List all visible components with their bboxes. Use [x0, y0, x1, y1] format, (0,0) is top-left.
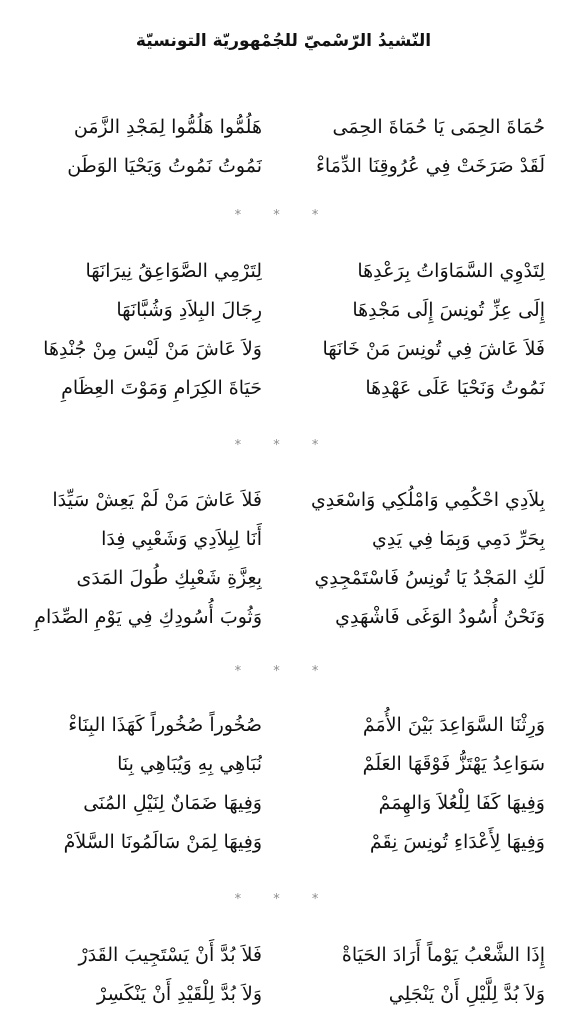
verse-row: [0, 936, 567, 975]
verse-first-hemistich: لِتَدْوِي السَّمَاوَاتُ بِرَعْدِهَا: [357, 260, 545, 282]
verse-row: [0, 481, 567, 520]
verse-row: [0, 784, 567, 823]
verse-second-hemistich: نَمُوتُ نَمُوتُ وَيَحْيَا الوَطَن: [67, 155, 262, 177]
verse-first-hemistich: حُمَاةَ الحِمَى يَا حُمَاةَ الحِمَى: [332, 116, 545, 138]
verse-second-hemistich: رِجَالَ البِلاَدِ وَشُبَّانَهَا: [116, 299, 262, 321]
verse-first-hemistich: لَقَدْ صَرَخَتْ فِي عُرُوقِنَا الدِّمَاءْ: [315, 155, 545, 177]
verse-row: [0, 291, 567, 330]
verse-first-hemistich: وَفِيهَا كَفَا لِلْعُلاَ وَالهِمَمْ: [378, 792, 545, 814]
verse-first-hemistich: سَوَاعِدُ يَهْتَزُّ فَوْقَهَا العَلَمْ: [362, 753, 545, 775]
verse-second-hemistich: نُبَاهِي بِهِ وَيُبَاهِي بِنَا: [117, 753, 262, 775]
verse-second-hemistich: وَثُوبَ أُسُودِكِ فِي يَوْمِ الصِّدَامِ: [34, 606, 262, 628]
verse-row: [0, 369, 567, 408]
verse-second-hemistich: فَلاَ عَاشَ مَنْ لَمْ يَعِشْ سَيِّدَا: [52, 489, 262, 511]
stanza-separator: * * *: [234, 892, 333, 907]
verse-row: [0, 147, 567, 186]
verse-row: [0, 975, 567, 1014]
verse-row: [0, 706, 567, 745]
verse-first-hemistich: وَنَحْنُ أُسُودُ الوَغَى فَاشْهَدِي: [335, 606, 545, 628]
verse-first-hemistich: لَكِ المَجْدُ يَا تُونِسُ فَاسْتَمْجِدِي: [314, 567, 545, 589]
verse-second-hemistich: وَفِيهَا لِمَنْ سَالَمُونَا السَّلاَمْ: [63, 831, 262, 853]
verse-second-hemistich: لِتَرْمِي الصَّوَاعِقُ نِيرَانَهَا: [85, 260, 262, 282]
verse-first-hemistich: بِحَرِّ دَمِي وَبِمَا فِي يَدِي: [372, 528, 545, 550]
stanza-separator: * * *: [234, 438, 333, 453]
verse-row: [0, 252, 567, 291]
verse-second-hemistich: وَلاَ عَاشَ مَنْ لَيْسَ مِنْ جُنْدِهَا: [43, 338, 262, 360]
verse-first-hemistich: إِذَا الشَّعْبُ يَوْماً أَرَادَ الحَيَاةْ: [341, 944, 545, 966]
verse-row: [0, 598, 567, 637]
verse-first-hemistich: وَفِيهَا لِأَعْدَاءِ تُونِسَ نِقَمْ: [369, 831, 545, 853]
verse-second-hemistich: وَفِيهَا ضَمَانٌ لِنَيْلِ المُنَى: [83, 792, 262, 814]
stanza-4: [0, 706, 567, 862]
stanza-1: [0, 108, 567, 186]
verse-first-hemistich: بِلاَدِي احْكُمِي وَامْلُكِي وَاسْعَدِي: [310, 489, 545, 511]
verse-first-hemistich: إِلَى عِزِّ تُونِسَ إِلَى مَجْدِهَا: [352, 299, 545, 321]
verse-row: [0, 559, 567, 598]
verse-second-hemistich: صُخُوراً صُخُوراً كَهَذَا البِنَاءْ: [68, 714, 262, 736]
verse-row: [0, 108, 567, 147]
anthem-title: النّشيدُ الرّسْميّ للجُمْهوريّة التونسيّة: [135, 31, 432, 51]
verse-row: [0, 330, 567, 369]
stanza-3: [0, 481, 567, 637]
stanza-5: [0, 936, 567, 1014]
verse-second-hemistich: فَلاَ بُدَّ أَنْ يَسْتَجِيبَ القَدَرْ: [78, 944, 262, 966]
verse-row: [0, 520, 567, 559]
verse-second-hemistich: بِعِزَّةِ شَعْبِكِ طُولَ المَدَى: [76, 567, 262, 589]
stanza-2: [0, 252, 567, 408]
verse-second-hemistich: أَنَا لِبِلاَدِي وَشَعْبِي فِدَا: [101, 528, 262, 550]
verse-second-hemistich: وَلاَ بُدَّ لِلْقَيْدِ أَنْ يَنْكَسِرْ: [96, 983, 262, 1005]
verse-first-hemistich: فَلاَ عَاشَ فِي تُونِسَ مَنْ خَانَهَا: [322, 338, 545, 360]
verse-first-hemistich: نَمُوتُ وَنَحْيَا عَلَى عَهْدِهَا: [365, 377, 545, 399]
verse-second-hemistich: حَيَاةَ الكِرَامِ وَمَوْتَ العِظَامِ: [61, 377, 262, 399]
verse-first-hemistich: وَلاَ بُدَّ لِلَّيْلِ أَنْ يَنْجَلِي: [388, 983, 545, 1005]
verse-first-hemistich: وَرِثْنَا السَّوَاعِدَ بَيْنَ الأُمَمْ: [362, 714, 545, 736]
stanza-separator: * * *: [234, 208, 333, 223]
verse-row: [0, 823, 567, 862]
verse-row: [0, 745, 567, 784]
verse-second-hemistich: هَلُمُّوا هَلُمُّوا لِمَجْدِ الزَّمَن: [73, 116, 262, 138]
stanza-separator: * * *: [234, 664, 333, 679]
